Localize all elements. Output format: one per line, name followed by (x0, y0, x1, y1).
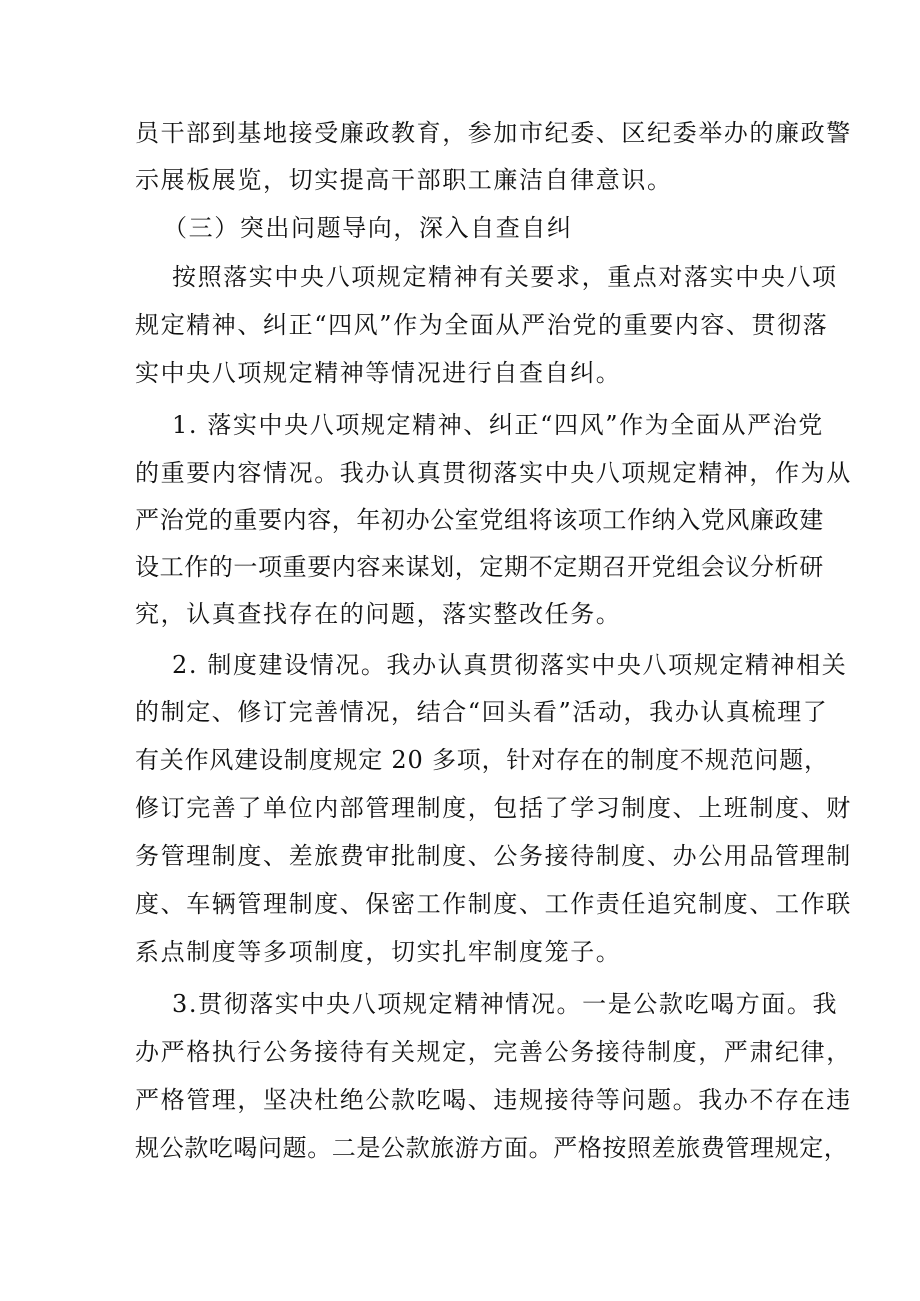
text-line: 严治党的重要内容，年初办公室党组将该项工作纳入党风廉政建 (135, 506, 824, 534)
text-line: 1. 落实中央八项规定精神、纠正“四风”作为全面从严治党 (172, 411, 824, 439)
text-line: 2. 制度建设情况。我办认真贯彻落实中央八项规定精神相关 (172, 651, 848, 679)
text-line: 办严格执行公务接待有关规定，完善公务接待制度，严肃纪律， (135, 1038, 852, 1066)
text-line: 的制定、修订完善情况，结合“回头看”活动，我办认真梳理了 (135, 698, 829, 726)
text-line: 3.贯彻落实中央八项规定精神情况。一是公款吃喝方面。我 (172, 990, 839, 1018)
text-line: 系点制度等多项制度，切实扎牢制度笼子。 (135, 938, 622, 966)
text-line: 究，认真查找存在的问题，落实整改任务。 (135, 600, 622, 628)
text-line: 按照落实中央八项规定精神有关要求，重点对落实中央八项 (172, 263, 838, 291)
text-line: 设工作的一项重要内容来谋划，定期不定期召开党组会议分析研 (135, 553, 824, 581)
section-heading: （三）突出问题导向，深入自查自纠 (163, 214, 573, 242)
text-line: 规定精神、纠正“四风”作为全面从严治党的重要内容、贯彻落 (135, 311, 829, 339)
text-line: 有关作风建设制度规定 20 多项，针对存在的制度不规范问题， (135, 746, 829, 774)
text-line: 员干部到基地接受廉政教育，参加市纪委、区纪委举办的廉政警 (135, 119, 852, 147)
text-line: 实中央八项规定精神等情况进行自查自纠。 (135, 359, 622, 387)
text-line: 务管理制度、差旅费审批制度、公务接待制度、办公用品管理制 (135, 842, 852, 870)
text-line: 严格管理，坚决杜绝公款吃喝、违规接待等问题。我办不存在违 (135, 1086, 852, 1114)
text-line: 示展板展览，切实提高干部职工廉洁自律意识。 (135, 166, 673, 194)
text-line: 的重要内容情况。我办认真贯彻落实中央八项规定精神，作为从 (135, 459, 852, 487)
text-line: 规公款吃喝问题。二是公款旅游方面。严格按照差旅费管理规定， (135, 1134, 849, 1162)
text-line: 度、车辆管理制度、保密工作制度、工作责任追究制度、工作联 (135, 890, 852, 918)
text-line: 修订完善了单位内部管理制度，包括了学习制度、上班制度、财 (135, 794, 852, 822)
